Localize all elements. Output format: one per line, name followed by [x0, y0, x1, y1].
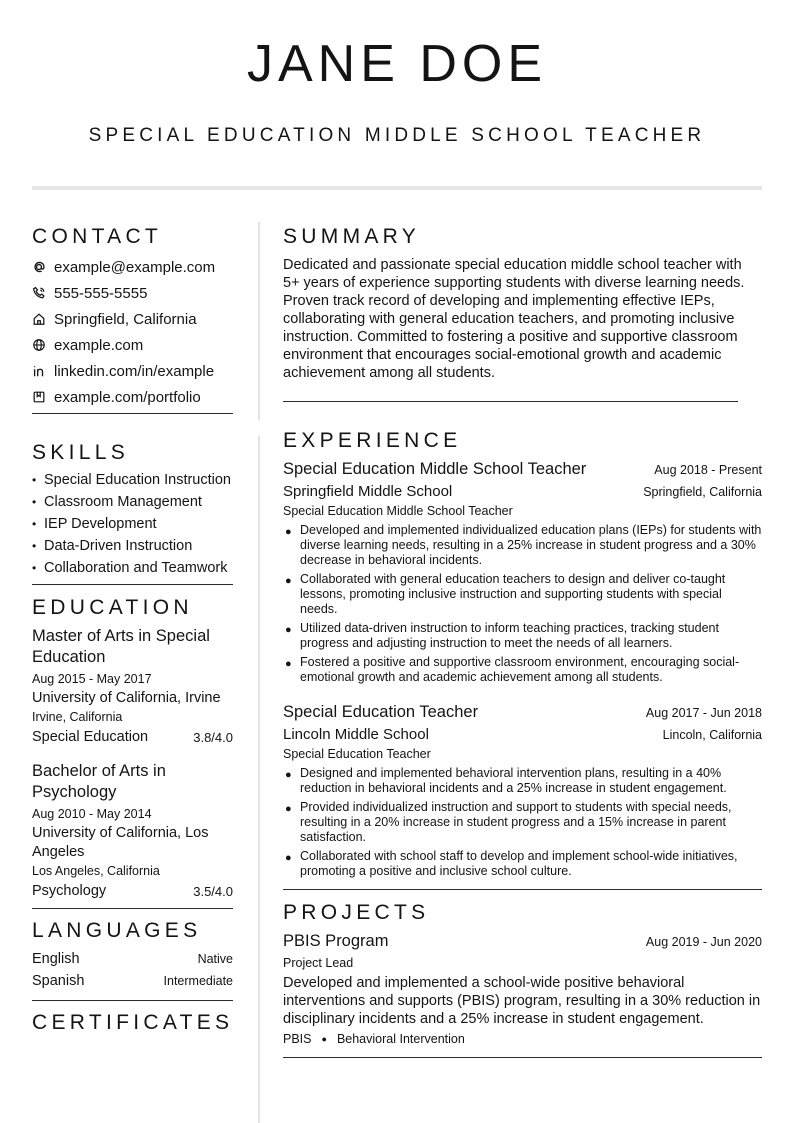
- contact-section: [32, 224, 233, 414]
- projects-section: [283, 900, 762, 1058]
- column-divider-top: [258, 222, 260, 420]
- skill-item: • Collaboration and Teamwork: [32, 560, 228, 576]
- project-tag: PBIS: [283, 1032, 312, 1046]
- job-location: Springfield, California: [643, 485, 762, 499]
- education-field-row: [32, 728, 233, 747]
- certificates-section: [32, 1010, 233, 1036]
- languages-heading: LANGUAGES: [32, 919, 202, 942]
- candidate-role: SPECIAL EDUCATION MIDDLE SCHOOL TEACHER: [88, 125, 706, 146]
- job-bullet-text: Utilized data-driven instruction to inform teaching practices, tracking student progress and adjusting instruction to meet the needs of all learners.: [300, 621, 719, 650]
- summary-heading: SUMMARY: [283, 225, 421, 248]
- job-bullet-text: Fostered a positive and supportive classroom environment, encouraging social-emotional growth and academic achievement among all students.: [300, 655, 740, 684]
- education-section: [32, 595, 233, 909]
- job-bullet: ● Provided individualized instruction and support to students with special needs, resulting in a 20% increase in student progress and a 15% increase in parent satisfaction.: [283, 800, 762, 845]
- education-item: [32, 761, 233, 901]
- education-location: Irvine, California: [32, 710, 123, 724]
- contact-email-text: example@example.com: [54, 258, 216, 276]
- education-gpa: 3.5/4.0: [193, 884, 233, 899]
- education-field: Special Education: [32, 729, 149, 745]
- job-bullet: ● Designed and implemented behavioral intervention plans, resulting in a 40% reduction in behavioral incidents and a 25% increase in student engagement.: [283, 766, 762, 796]
- skills-divider: [32, 584, 233, 585]
- language-item: [32, 970, 233, 992]
- languages-section: [32, 918, 233, 1001]
- job-position: Special Education Middle School Teacher: [283, 504, 513, 518]
- job-location: Lincoln, California: [662, 728, 762, 742]
- skill-label: Classroom Management: [44, 494, 202, 510]
- education-heading: EDUCATION: [32, 596, 193, 619]
- job-dates: Aug 2018 - Present: [654, 463, 762, 477]
- job-company: Springfield Middle School: [283, 483, 453, 500]
- education-divider: [32, 908, 233, 909]
- project-dates: Aug 2019 - Jun 2020: [645, 935, 762, 949]
- job-bullet-text: Developed and implemented individualized education plans (IEPs) for students with diverse learning needs, resulting in a 25% increase in student progress and a 30% decrease in behavioral incidents.: [300, 523, 762, 567]
- contact-heading: CONTACT: [32, 225, 163, 248]
- phone-icon: [32, 286, 54, 300]
- skills-section: [32, 440, 233, 585]
- contact-location-text: Springfield, California: [54, 310, 197, 328]
- language-level: Intermediate: [163, 974, 233, 988]
- job-bullet: ● Fostered a positive and supportive classroom environment, encouraging social-emotional growth and academic achievement among all students.: [283, 655, 762, 685]
- education-degree: Bachelor of Arts in Psychology: [32, 762, 166, 801]
- education-dates: Aug 2010 - May 2014: [32, 807, 152, 821]
- contact-website-text: example.com: [54, 336, 144, 354]
- contact-phone-text: 555-555-5555: [54, 284, 148, 302]
- linkedin-icon: [32, 364, 54, 378]
- language-name: Spanish: [32, 973, 85, 989]
- candidate-name: JANE DOE: [246, 35, 548, 93]
- education-field: Psychology: [32, 883, 107, 899]
- skill-label: IEP Development: [44, 516, 157, 532]
- education-school: University of California, Los Angeles: [32, 825, 209, 860]
- at-icon: [32, 260, 54, 274]
- project-description: Developed and implemented a school-wide positive behavioral interventions and supports (PBIS) program, resulting in a 30% reduction in disciplinary incidents and a 25% increase in student engagement.: [283, 975, 761, 1027]
- experience-heading: EXPERIENCE: [283, 429, 462, 452]
- contact-linkedin-text: linkedin.com/in/example: [54, 362, 215, 380]
- tag-separator: ●: [321, 1034, 327, 1044]
- skills-heading: SKILLS: [32, 441, 130, 464]
- job-bullet-text: Collaborated with general education teachers to design and deliver co-taught lessons, promoting inclusive instruction and supporting students with special needs.: [300, 572, 726, 616]
- job-position: Special Education Teacher: [283, 747, 431, 761]
- language-name: English: [32, 951, 80, 967]
- project-title: PBIS Program: [283, 932, 389, 950]
- skill-item: • Special Education Instruction: [32, 472, 231, 488]
- job-title: Special Education Middle School Teacher: [283, 460, 587, 478]
- summary-divider: [283, 401, 738, 402]
- language-level: Native: [197, 952, 233, 966]
- experience-section: [283, 428, 762, 890]
- skill-item: • IEP Development: [32, 516, 157, 532]
- contact-linkedin[interactable]: [32, 358, 233, 384]
- job-bullet-text: Collaborated with school staff to develop and implement school-wide initiatives, promoting a positive and inclusive school culture.: [300, 849, 738, 878]
- portfolio-icon: [32, 390, 54, 404]
- projects-heading: PROJECTS: [283, 901, 430, 924]
- education-school: University of California, Irvine: [32, 690, 221, 706]
- education-dates: Aug 2015 - May 2017: [32, 672, 152, 686]
- job-company: Lincoln Middle School: [283, 726, 429, 743]
- job-bullet: ● Developed and implemented individualized education plans (IEPs) for students with diverse learning needs, resulting in a 25% increase in student progress and a 30% decrease in behavioral incidents.: [285, 523, 762, 567]
- project-tag: Behavioral Intervention: [336, 1032, 465, 1046]
- job-dates: Aug 2017 - Jun 2018: [645, 706, 762, 720]
- project-item: [283, 931, 762, 1047]
- skill-label: Collaboration and Teamwork: [44, 560, 228, 576]
- globe-icon: [32, 338, 54, 352]
- experience-item: [283, 702, 762, 879]
- skill-item: • Classroom Management: [32, 494, 202, 510]
- summary-section: [283, 224, 762, 402]
- language-item: [32, 948, 233, 970]
- header-divider: [32, 186, 762, 190]
- left-column: [32, 224, 233, 1036]
- home-icon: [32, 312, 54, 326]
- contact-divider: [32, 413, 233, 414]
- job-title: Special Education Teacher: [283, 703, 479, 721]
- skill-label: Data-Driven Instruction: [44, 538, 193, 554]
- summary-text: Dedicated and passionate special education middle school teacher with 5+ years of experience supporting students with diverse learning needs. Proven track record of developing and implementing effective IEPs, collaborating with general education teachers, and promoting inclusive instruction. Committed to fostering a positive and supportive classroom environment that encourages social-emotional growth and academic achievement among all students.: [283, 257, 745, 381]
- contact-portfolio[interactable]: [32, 384, 233, 410]
- contact-phone[interactable]: [32, 280, 233, 306]
- education-gpa: 3.8/4.0: [193, 730, 233, 745]
- contact-location: [32, 306, 233, 332]
- experience-divider: [283, 889, 762, 890]
- project-role: Project Lead: [283, 956, 354, 970]
- education-field-row: [32, 882, 233, 901]
- job-bullet-text: Provided individualized instruction and support to students with special needs, resulting in a 20% increase in student progress and a 15% increase in parent satisfaction.: [300, 800, 732, 844]
- job-bullet: ● Collaborated with school staff to develop and implement school-wide initiatives, promoting a positive and inclusive school culture.: [283, 849, 762, 879]
- contact-email[interactable]: [32, 254, 233, 280]
- job-bullet: ● Utilized data-driven instruction to inform teaching practices, tracking student progress and adjusting instruction to meet the needs of all learners.: [283, 621, 762, 651]
- education-degree: Master of Arts in Special Education: [32, 627, 210, 666]
- education-location: Los Angeles, California: [32, 864, 160, 878]
- languages-divider: [32, 1000, 233, 1001]
- contact-website[interactable]: [32, 332, 233, 358]
- right-column: [283, 224, 762, 1058]
- experience-item: [283, 459, 762, 685]
- job-bullet-text: Designed and implemented behavioral intervention plans, resulting in a 40% reduction in behavioral incidents and a 25% increase in student engagement.: [300, 766, 727, 795]
- job-bullet: ● Collaborated with general education teachers to design and deliver co-taught lessons, promoting inclusive instruction and supporting students with special needs.: [283, 572, 762, 617]
- contact-portfolio-text: example.com/portfolio: [54, 388, 201, 406]
- education-item: [32, 626, 233, 747]
- column-divider-bottom: [258, 436, 260, 1123]
- project-tags: [283, 1031, 762, 1047]
- projects-divider: [283, 1057, 762, 1058]
- skill-item: • Data-Driven Instruction: [32, 538, 193, 554]
- skill-label: Special Education Instruction: [44, 472, 231, 488]
- certificates-heading: CERTIFICATES: [32, 1011, 234, 1034]
